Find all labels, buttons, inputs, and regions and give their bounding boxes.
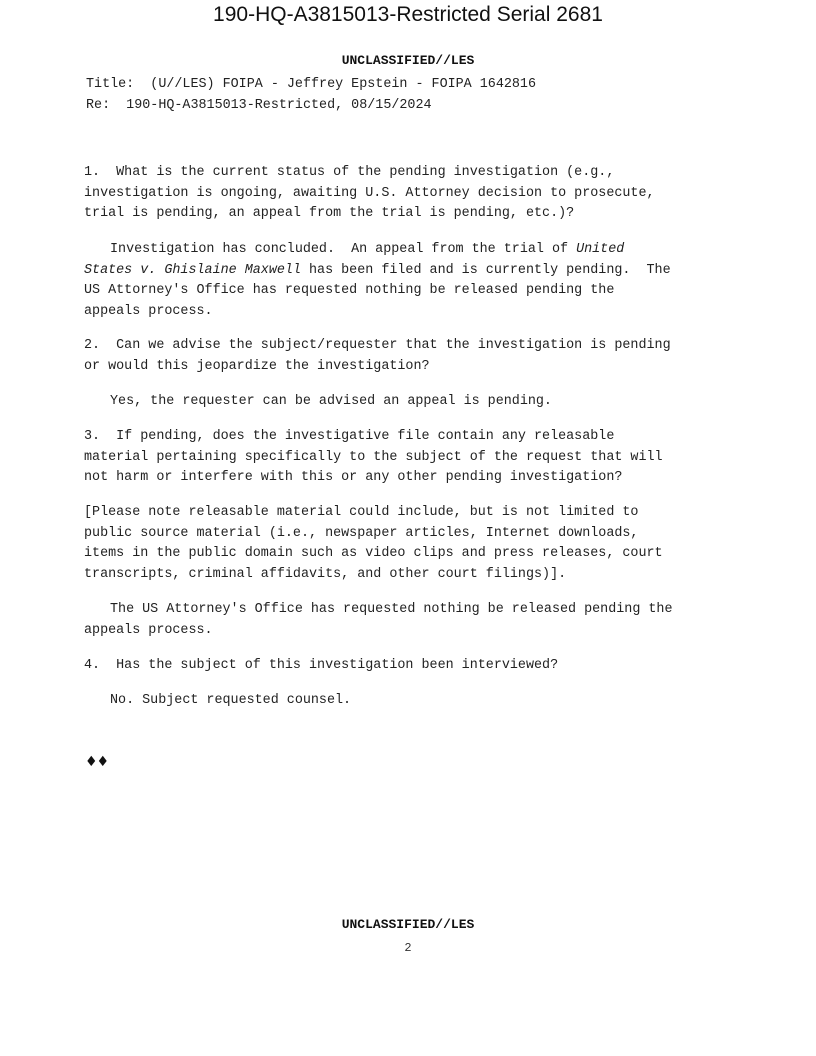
question-2 <box>84 336 734 377</box>
answer-3-line-1: The US Attorney's Office has requested nothing be released pending the <box>110 602 673 617</box>
answer-1-line-3: US Attorney's Office has requested nothing be released pending the <box>84 283 615 298</box>
re-line: Re: 190-HQ-A3815013-Restricted, 08/15/2024 <box>86 97 432 113</box>
answer-3 <box>84 600 734 641</box>
note-line-2: public source material (i.e., newspaper articles, Internet downloads, <box>84 525 639 541</box>
answer-1-case-name-a: United <box>576 242 625 257</box>
answer-1-line-4: appeals process. <box>84 303 213 319</box>
question-1-line-2: investigation is ongoing, awaiting U.S. Attorney decision to prosecute, <box>84 185 655 201</box>
question-2-line-2: or would this jeopardize the investigation? <box>84 358 430 374</box>
answer-1-line-1 <box>84 240 734 261</box>
answer-2-line-1: Yes, the requester can be advised an appeal is pending. <box>110 394 552 409</box>
question-3-line-2: material pertaining specifically to the subject of the request that will <box>84 449 663 465</box>
question-3-line-3: not harm or interfere with this or any other pending investigation? <box>84 470 623 485</box>
answer-4 <box>84 691 734 712</box>
question-4-line-1: 4. Has the subject of this investigation been interviewed? <box>84 658 559 673</box>
question-1-line-1: 1. What is the current status of the pending investigation (e.g., <box>84 165 615 180</box>
question-3-line-1: 3. If pending, does the investigative file contain any releasable <box>84 429 615 444</box>
answer-1-line-2 <box>84 261 734 282</box>
question-1-line-3: trial is pending, an appeal from the trial is pending, etc.)? <box>84 206 575 221</box>
serial-header: 190-HQ-A3815013-Restricted Serial 2681 <box>213 3 603 26</box>
answer-1-case-name-b: States v. Ghislaine Maxwell <box>84 262 301 278</box>
note-line-1: [Please note releasable material could include, but is not limited to <box>84 505 639 520</box>
memo-metadata <box>86 75 536 116</box>
question-3 <box>84 427 734 489</box>
answer-1 <box>84 240 734 322</box>
question-1 <box>84 163 734 225</box>
answer-1-text-a: Investigation has concluded. An appeal from the trial of <box>110 242 577 257</box>
answer-1-text-b: has been filed and is currently pending. The <box>300 262 671 278</box>
answer-4-line-1: No. Subject requested counsel. <box>110 693 352 708</box>
answer-3-line-2: appeals process. <box>84 622 213 638</box>
question-4 <box>84 656 734 677</box>
note-line-4: transcripts, criminal affidavits, and other court filings)]. <box>84 566 567 582</box>
classification-marking-bottom: UNCLASSIFIED//LES <box>341 917 475 932</box>
classification-marking-top: UNCLASSIFIED//LES <box>341 53 475 68</box>
releasable-material-note <box>84 503 734 585</box>
title-line: Title: (U//LES) FOIPA - Jeffrey Epstein - FOIPA 1642816 <box>86 77 536 92</box>
answer-2 <box>84 392 734 413</box>
page-number: 2 <box>404 941 412 955</box>
note-line-3: items in the public domain such as video clips and press releases, court <box>84 546 663 561</box>
end-of-document-marker: ♦♦ <box>85 754 109 770</box>
question-2-line-1: 2. Can we advise the subject/requester that the investigation is pending <box>84 338 671 353</box>
